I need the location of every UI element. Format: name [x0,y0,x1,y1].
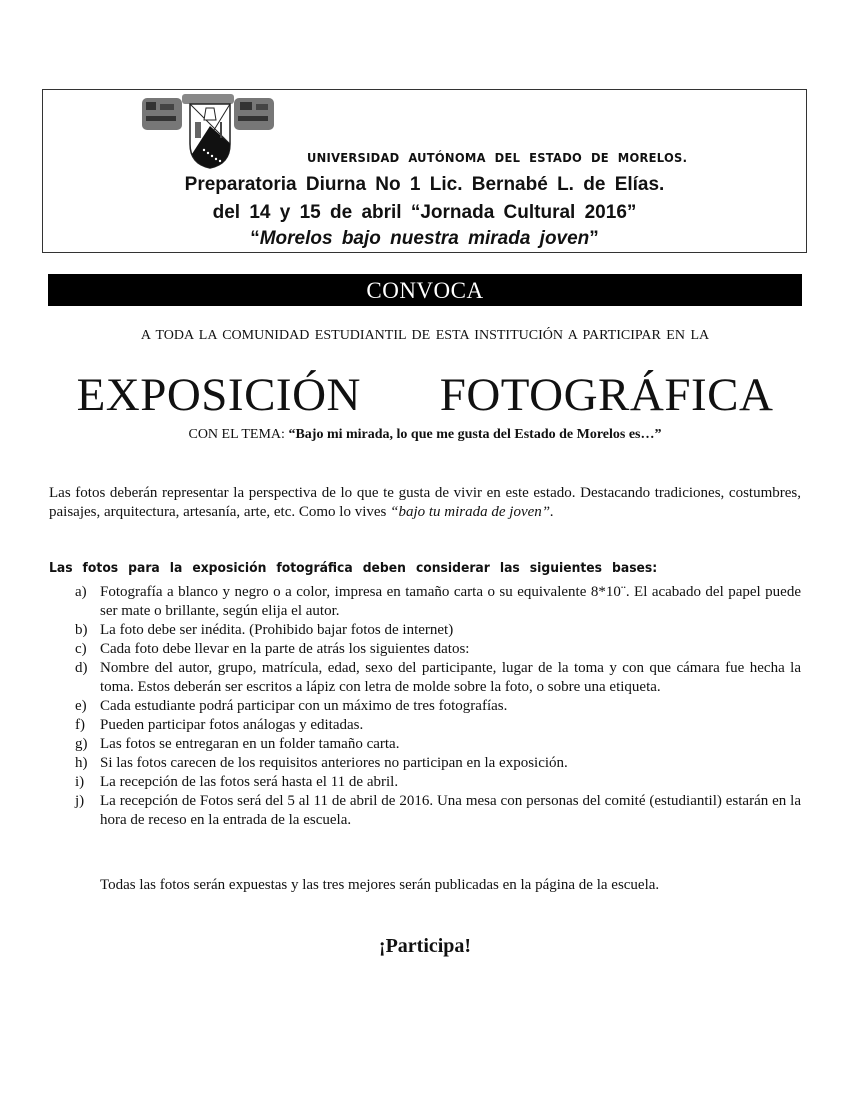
quote-close: ” [589,228,599,249]
motto-text: Morelos bajo nuestra mirada joven [259,228,590,249]
list-marker: i) [75,774,85,790]
list-item [75,773,801,792]
list-item [75,754,801,773]
list-item-text: Las fotos se entregaran en un folder tamaño carta. [100,736,400,752]
closing-paragraph: Todas las fotos serán expuestas y las tres mejores serán publicadas en la página de la escuela. [100,877,660,893]
theme-line [0,427,850,443]
call-to-action: ¡Participa! [378,935,472,957]
list-marker: f) [75,717,85,733]
list-item [75,640,801,659]
list-item-text: La recepción de Fotos será del 5 al 11 de abril de 2016. Una mesa con personas del comité (estudiantil) estarán en la hora de receso en la entrada de la escuela. [100,793,801,828]
list-item-text: Pueden participar fotos análogas y editadas. [100,717,364,733]
list-marker: c) [75,641,87,657]
convoca-banner: CONVOCA [48,274,802,306]
event-line: del 14 y 15 de abril “Jornada Cultural 2016” [212,202,637,223]
quote-open: “ [250,228,260,249]
invitation-line: A TODA LA COMUNIDAD ESTUDIANTIL DE ESTA INSTITUCIÓN A PARTICIPAR EN LA [140,328,710,343]
list-marker: h) [75,755,88,771]
list-item-text: Cada foto debe llevar en la parte de atrás los siguientes datos: [100,641,470,657]
list-marker: d) [75,660,88,676]
list-marker: b) [75,622,88,638]
theme-prefix: CON EL TEMA: [188,427,289,442]
list-marker: g) [75,736,88,752]
list-item-text: La recepción de las fotos será hasta el 11 de abril. [100,774,399,790]
rules-list [75,583,801,830]
list-item-text: Cada estudiante podrá participar con un máximo de tres fotografías. [100,698,508,714]
school-name: Preparatoria Diurna No 1 Lic. Bernabé L. de Elías. [184,174,665,195]
list-marker: e) [75,698,87,714]
list-item [75,583,801,621]
list-item [75,659,801,697]
event-motto [43,228,806,250]
list-item [75,735,801,754]
intro-text: Las fotos deberán representar la perspectiva de lo que te gusta de vivir en este estado. Destacando tradiciones, costumbres, paisajes, arquitectura, artesanía, arte, etc. Como lo vives [49,485,801,520]
list-marker: j) [75,793,85,809]
list-item [75,621,801,640]
list-item-text: Si las fotos carecen de los requisitos anteriores no participan en la exposición. [100,755,568,771]
theme-text: “Bajo mi mirada, lo que me gusta del Estado de Morelos es…” [288,427,662,442]
page-title: EXPOSICIÓN FOTOGRÁFICA [76,369,774,421]
university-coat-of-arms-icon [138,92,278,170]
list-item-text: Fotografía a blanco y negro o a color, impresa en tamaño carta o su equivalente 8*10¨. El acabado del papel puede ser mate o brillante, según elija el autor. [100,584,801,619]
bases-heading: Las fotos para la exposición fotográfica deben considerar las siguientes bases: [49,561,658,576]
list-item [75,792,801,830]
intro-paragraph [49,484,801,522]
list-item [75,716,801,735]
list-marker: a) [75,584,87,600]
intro-italic: “bajo tu mirada de joven”. [390,504,554,520]
university-name: UNIVERSIDAD AUTÓNOMA DEL ESTADO DE MORELOS. [307,150,688,165]
list-item [75,697,801,716]
header-box [42,89,807,253]
list-item-text: Nombre del autor, grupo, matrícula, edad, sexo del participante, lugar de la toma y con que cámara fue hecha la toma. Estos deberán ser escritos a lápiz con letra de molde sobre la foto, o sobre una etiqueta. [100,660,801,695]
list-item-text: La foto debe ser inédita. (Prohibido bajar fotos de internet) [100,622,454,638]
